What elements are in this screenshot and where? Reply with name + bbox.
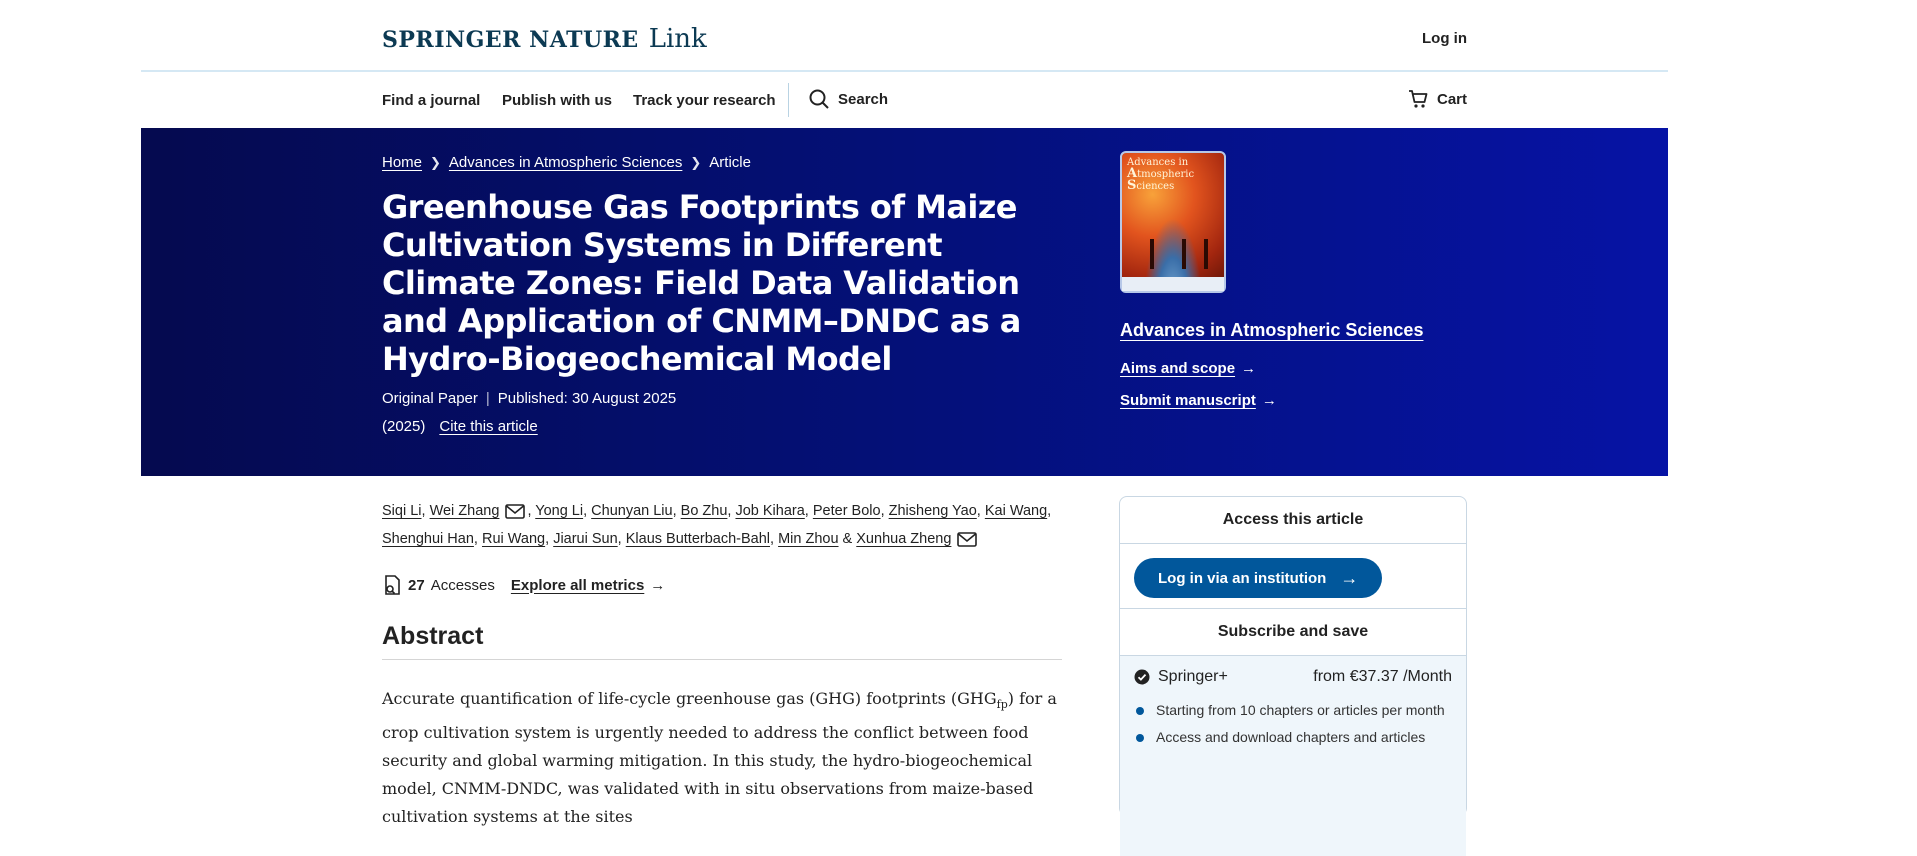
article-hero: [141, 128, 1668, 476]
abstract-text: [382, 685, 1072, 831]
mail-icon[interactable]: [505, 504, 525, 519]
plan-price: from €37.37 /Month: [1313, 668, 1452, 685]
cover-decoration: [1182, 239, 1186, 269]
cover-title: [1127, 157, 1194, 192]
author-link[interactable]: Kai Wang: [984, 503, 1048, 519]
author-link[interactable]: Rui Wang: [481, 531, 546, 547]
article-year: (2025): [382, 418, 426, 435]
accesses-icon: [382, 574, 402, 596]
aims-scope-link[interactable]: [1120, 360, 1256, 377]
arrow-right-icon: →: [1340, 567, 1359, 588]
nav-publish[interactable]: Publish with us: [502, 92, 613, 109]
logo-sub: Link: [648, 24, 707, 54]
journal-cover-image[interactable]: [1120, 151, 1226, 293]
cover-initial-a: A: [1127, 166, 1138, 181]
author-link[interactable]: Peter Bolo: [812, 503, 881, 519]
author-link[interactable]: Xunhua Zheng: [856, 531, 952, 547]
aims-scope-label: Aims and scope: [1120, 360, 1236, 377]
author-link[interactable]: Min Zhou: [778, 531, 839, 547]
cover-line-3: ciences: [1136, 181, 1175, 192]
arrow-right-icon: →: [650, 576, 666, 594]
meta-separator: |: [485, 390, 490, 407]
article-metrics: [382, 574, 665, 596]
institution-row: [1120, 544, 1466, 609]
subscribe-heading: Subscribe and save: [1120, 609, 1466, 656]
mail-icon[interactable]: [957, 532, 977, 547]
article-meta: [382, 390, 676, 407]
cart-icon: [1407, 88, 1429, 110]
breadcrumb-current: Article: [709, 154, 751, 171]
article-type: Original Paper: [382, 390, 478, 407]
author-link[interactable]: Siqi Li: [382, 503, 422, 519]
cover-line-1: Advances in: [1127, 157, 1189, 168]
plan-benefit: Starting from 10 chapters or articles per month: [1134, 700, 1452, 721]
author-list: Siqi Li, Wei Zhang , Yong Li, Chunyan Liu, Bo Zhu, Job Kihara, Peter Bolo, Zhisheng Yao, Kai Wang, Shenghui Han, Rui Wang, Jiarui Sun, Klaus Butterbach-Bahl, Min Zhou & Xunhua Zheng: [382, 503, 1052, 547]
cart-label: Cart: [1436, 90, 1467, 108]
search-button[interactable]: [808, 88, 888, 110]
submit-manuscript-link[interactable]: [1120, 392, 1277, 409]
author-link[interactable]: Bo Zhu: [680, 503, 728, 519]
springer-plus-plan[interactable]: [1120, 656, 1466, 856]
author-link[interactable]: Shenghui Han: [382, 531, 474, 547]
logo-brand: SPRINGER NATURE: [382, 27, 639, 53]
plan-row: [1134, 668, 1452, 686]
article-title: Greenhouse Gas Footprints of Maize Cultivation Systems in Different Climate Zones: Field Data Validation and Application of CNMM–DNDC as a Hydro-Biogeochemical Model: [382, 188, 1021, 378]
accesses-label: Accesses: [430, 576, 495, 594]
chevron-right-icon: ❯: [430, 154, 441, 170]
login-institution-button[interactable]: [1134, 558, 1382, 598]
cover-line-2: tmospheric: [1137, 169, 1195, 180]
abstract-subscript: fp: [996, 698, 1008, 712]
author-link[interactable]: Chunyan Liu: [591, 503, 673, 519]
breadcrumb-home[interactable]: Home: [382, 154, 423, 171]
published-date: Published: 30 August 2025: [497, 390, 677, 407]
submit-manuscript-label: Submit manuscript: [1120, 392, 1256, 409]
cover-bottom-strip: [1122, 277, 1224, 291]
explore-metrics-link[interactable]: Explore all metrics: [510, 576, 645, 594]
page-shell: [141, 0, 1668, 476]
cover-initial-s: S: [1127, 178, 1137, 193]
springer-nature-link-logo[interactable]: [382, 24, 707, 54]
author-link[interactable]: Job Kihara: [735, 503, 805, 519]
author-link[interactable]: Jiarui Sun: [553, 531, 618, 547]
article-meta-secondary: [382, 418, 538, 435]
abstract-heading: Abstract: [382, 622, 1062, 660]
author-link[interactable]: Yong Li: [535, 503, 584, 519]
plan-benefit: Access and download chapters and articles: [1134, 727, 1452, 748]
author-link[interactable]: Zhisheng Yao: [888, 503, 977, 519]
abstract-text-part: ) for a crop cultivation system is urgently needed to address the conflict between food security and global warming mitigation. In this study, the hydro-biogeochemical model, CNMM-DNDC, was validated with in situ observations from maize-based cultivation systems at the sites: [382, 689, 1057, 827]
nav-track-research[interactable]: Track your research: [633, 92, 776, 109]
plan-name: Springer+: [1158, 668, 1228, 685]
cover-decoration: [1204, 239, 1208, 269]
arrow-right-icon: →: [1241, 360, 1257, 377]
cart-button[interactable]: [1407, 88, 1467, 110]
login-link[interactable]: Log in: [1422, 30, 1467, 47]
search-label: Search: [838, 90, 889, 108]
check-circle-icon: [1134, 669, 1150, 685]
cite-article-link[interactable]: Cite this article: [439, 418, 538, 435]
author-link[interactable]: Klaus Butterbach-Bahl: [625, 531, 771, 547]
top-header: [141, 0, 1668, 72]
journal-name-link[interactable]: Advances in Atmospheric Sciences: [1120, 320, 1424, 340]
main-nav: [141, 72, 1668, 128]
access-heading: Access this article: [1120, 497, 1466, 544]
login-institution-label: Log in via an institution: [1158, 569, 1327, 587]
accesses-count: 27: [408, 576, 425, 594]
search-icon: [808, 88, 830, 110]
nav-divider: [788, 83, 789, 117]
arrow-right-icon: →: [1261, 392, 1277, 409]
chevron-right-icon: ❯: [690, 154, 702, 170]
breadcrumb: [382, 154, 751, 171]
nav-find-journal[interactable]: Find a journal: [382, 92, 481, 109]
breadcrumb-journal[interactable]: Advances in Atmospheric Sciences: [448, 154, 683, 171]
author-link[interactable]: Wei Zhang: [429, 503, 500, 519]
cover-decoration: [1150, 239, 1154, 269]
plan-name-wrap: [1134, 668, 1228, 686]
abstract-text-part: Accurate quantification of life-cycle greenhouse gas (GHG) footprints (GHG: [382, 689, 997, 708]
access-article-box: [1119, 496, 1467, 816]
plan-benefits: [1134, 700, 1452, 748]
